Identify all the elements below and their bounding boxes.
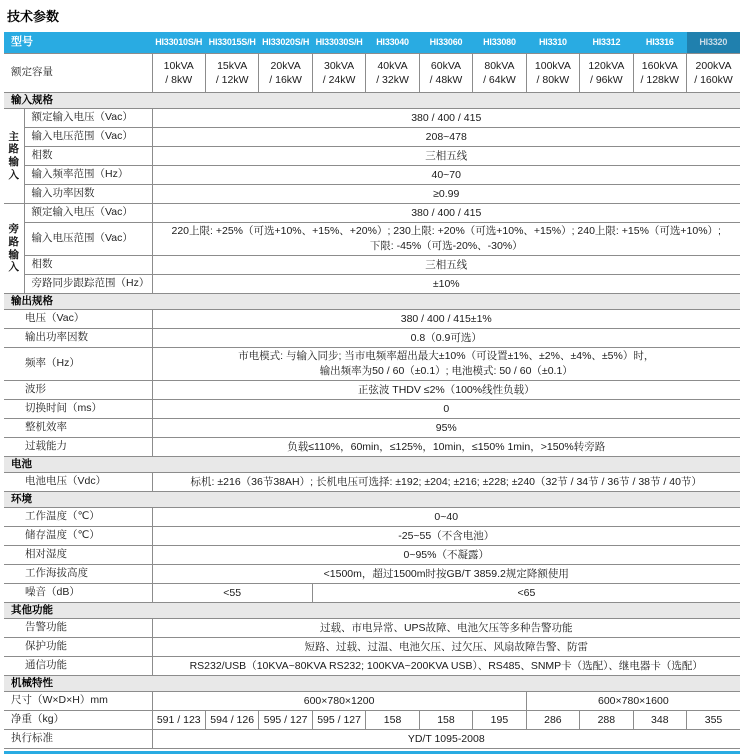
spec-row	[4, 348, 740, 381]
capacity-cell	[473, 54, 526, 93]
row-label: 输入功率因数	[24, 185, 152, 204]
spec-row	[4, 438, 740, 457]
model-header-cell: HI3312	[580, 32, 633, 54]
model-header-cell: HI33020S/H	[259, 32, 312, 54]
row-label: 电池电压（Vdc）	[4, 473, 152, 492]
value-line: 595 / 127	[263, 713, 308, 726]
spec-row	[4, 381, 740, 400]
model-header-cell: HI33015S/H	[205, 32, 258, 54]
capacity-cell	[152, 54, 205, 93]
section-header: 环境	[4, 492, 740, 508]
capacity-line: / 128kW	[640, 74, 680, 86]
row-label: 相数	[24, 256, 152, 275]
value-line: 595 / 127	[317, 713, 361, 726]
capacity-line: / 24kW	[322, 74, 356, 86]
spec-value-cell	[419, 711, 472, 730]
capacity-line: / 64kW	[483, 74, 516, 86]
value-line: 短路、过载、过温、电池欠压、过欠压、风扇故障告警、防雷	[304, 640, 588, 653]
value-line: 208~478	[425, 130, 467, 143]
spec-value-cell	[687, 711, 740, 730]
spec-value-cell	[205, 711, 258, 730]
model-header-cell: HI3310	[526, 32, 579, 54]
group-label: 旁路输入	[4, 204, 24, 294]
capacity-line: / 160kW	[694, 74, 733, 86]
spec-value-cell	[259, 711, 312, 730]
row-label: 输入电压范围（Vac）	[24, 223, 152, 256]
spec-value-cell	[152, 256, 740, 275]
value-line: 286	[544, 713, 562, 726]
row-label: 波形	[4, 381, 152, 400]
capacity-line: 30kVA	[324, 60, 355, 72]
section-header: 输出规格	[4, 294, 740, 310]
capacity-row	[4, 54, 740, 93]
spec-value-cell	[366, 711, 419, 730]
row-label: 输入频率范围（Hz）	[24, 166, 152, 185]
value-line: 0	[443, 402, 450, 415]
section-header-row	[4, 603, 740, 619]
capacity-label: 额定容量	[4, 54, 152, 93]
spec-value-cell	[152, 657, 740, 676]
spec-value-cell	[152, 223, 740, 256]
value-line: 195	[490, 713, 509, 726]
spec-value-cell	[152, 584, 312, 603]
model-header-cell: HI3316	[633, 32, 686, 54]
value-line: 市电模式: 与输入同步; 当市电频率超出最大±10%（可设置±1%、±2%、±4%、±5%）时，	[238, 350, 655, 362]
spec-value-cell	[152, 438, 740, 457]
capacity-line: 160kVA	[641, 60, 678, 72]
value-line: 158	[437, 713, 455, 726]
value-line: 正弦波 THDV ≤2%（100%线性负载）	[357, 383, 535, 396]
spec-value-cell	[152, 692, 526, 711]
spec-value-cell	[152, 619, 740, 638]
model-header-row	[4, 32, 740, 54]
spec-row	[4, 692, 740, 711]
row-label: 旁路同步跟踪范围（Hz）	[24, 275, 152, 294]
capacity-cell	[419, 54, 472, 93]
row-label: 尺寸（W×D×H）mm	[4, 692, 152, 711]
spec-row	[4, 419, 740, 438]
spec-row	[4, 185, 740, 204]
value-line: YD/T 1095-2008	[407, 732, 485, 745]
capacity-cell	[205, 54, 258, 93]
row-label: 噪音（dB）	[4, 584, 152, 603]
group-label: 主路输入	[4, 109, 24, 204]
value-line: 输出频率为50 / 60（±0.1）; 电池模式: 50 / 60（±0.1）	[319, 365, 573, 377]
spec-row	[4, 223, 740, 256]
spec-row	[4, 128, 740, 147]
spec-row	[4, 400, 740, 419]
value-line: 158	[383, 713, 402, 726]
row-label: 频率（Hz）	[4, 348, 152, 381]
row-label: 过载能力	[4, 438, 152, 457]
spec-value-cell	[152, 473, 740, 492]
spec-row	[4, 275, 740, 294]
spec-value-cell	[312, 711, 365, 730]
spec-row	[4, 565, 740, 584]
capacity-line: 200kVA	[695, 60, 732, 72]
value-line: 380 / 400 / 415±1%	[400, 312, 492, 325]
spec-value-cell	[633, 711, 686, 730]
spec-value-cell	[152, 381, 740, 400]
value-line: 95%	[435, 421, 457, 434]
spec-row	[4, 109, 740, 128]
model-header-cell: HI33030S/H	[312, 32, 365, 54]
model-header-cell: HI3320	[687, 32, 740, 54]
spec-value-cell	[152, 546, 740, 565]
section-header-row	[4, 492, 740, 508]
value-line: 348	[651, 713, 669, 726]
value-line: 负载≤110%，60min，≤125%，10min，≤150% 1min，>150%转旁路	[287, 440, 606, 453]
model-header-cell: HI33080	[473, 32, 526, 54]
spec-row	[4, 730, 740, 749]
spec-row	[4, 584, 740, 603]
spec-value-cell	[152, 527, 740, 546]
row-label: 切换时间（ms）	[4, 400, 152, 419]
spec-value-cell	[152, 185, 740, 204]
capacity-line: / 96kW	[590, 74, 623, 86]
capacity-line: 120kVA	[588, 60, 625, 72]
spec-row	[4, 147, 740, 166]
spec-value-cell	[152, 109, 740, 128]
capacity-cell	[259, 54, 312, 93]
spec-value-cell	[152, 166, 740, 185]
row-label: 净重（kg）	[4, 711, 152, 730]
value-line: 0.8（0.9可选）	[410, 331, 482, 344]
section-header: 其他功能	[4, 603, 740, 619]
spec-value-cell	[312, 584, 740, 603]
row-label: 保护功能	[4, 638, 152, 657]
spec-row	[4, 508, 740, 527]
value-line: ±10%	[432, 277, 460, 290]
row-label: 输入电压范围（Vac）	[24, 128, 152, 147]
model-header-cell: HI33040	[366, 32, 419, 54]
capacity-cell	[580, 54, 633, 93]
row-label: 执行标准	[4, 730, 152, 749]
model-header-label: 型号	[4, 32, 152, 54]
spec-value-cell	[152, 128, 740, 147]
section-header-row	[4, 294, 740, 310]
spec-value-cell	[152, 419, 740, 438]
spec-value-cell	[152, 329, 740, 348]
value-line: 过载、市电异常、UPS故障、电池欠压等多种告警功能	[319, 621, 573, 634]
value-line: 0~40	[434, 510, 459, 523]
capacity-line: / 48kW	[429, 74, 463, 86]
section-header: 机械特性	[4, 676, 740, 692]
row-label: 储存温度（℃）	[4, 527, 152, 546]
section-header-row	[4, 676, 740, 692]
capacity-line: / 80kW	[536, 74, 570, 86]
capacity-line: 80kVA	[484, 60, 515, 72]
spec-row	[4, 527, 740, 546]
spec-row	[4, 657, 740, 676]
capacity-line: 40kVA	[377, 60, 408, 72]
value-line: 220上限: +25%（可选+10%、+15%、+20%）; 230上限: +20%（可选+10%、+15%）; 240上限: +15%（可选+10%）;	[171, 225, 721, 237]
spec-value-cell	[473, 711, 526, 730]
capacity-cell	[366, 54, 419, 93]
spec-value-cell	[152, 730, 740, 749]
spec-value-cell	[152, 204, 740, 223]
spec-row	[4, 546, 740, 565]
capacity-line: / 16kW	[269, 74, 302, 86]
value-line: 380 / 400 / 415	[411, 111, 482, 124]
spec-row	[4, 638, 740, 657]
capacity-cell	[687, 54, 740, 93]
row-label: 工作海拔高度	[4, 565, 152, 584]
row-label: 整机效率	[4, 419, 152, 438]
capacity-line: 60kVA	[430, 60, 462, 72]
capacity-line: / 32kW	[376, 74, 409, 86]
spec-value-cell	[152, 638, 740, 657]
row-label: 输出功率因数	[4, 329, 152, 348]
spec-value-cell	[152, 275, 740, 294]
spec-value-cell	[152, 565, 740, 584]
model-header-cell: HI33010S/H	[152, 32, 205, 54]
row-label: 相数	[24, 147, 152, 166]
value-line: <65	[517, 586, 536, 599]
row-label: 电压（Vac）	[4, 310, 152, 329]
spec-value-cell	[152, 400, 740, 419]
capacity-line: / 12kW	[215, 74, 249, 86]
value-line: 标机: ±216（36节38AH）; 长机电压可选择: ±192; ±204; ±216; ±228; ±240（32节 / 34节 / 36节 / 38节 / 40节）	[190, 475, 702, 488]
value-line: 40~70	[431, 168, 461, 181]
value-line: 380 / 400 / 415	[411, 206, 482, 219]
value-line: 591 / 123	[156, 713, 201, 726]
capacity-cell	[312, 54, 365, 93]
spec-value-cell	[152, 711, 205, 730]
spec-row	[4, 711, 740, 730]
spec-value-cell	[526, 692, 740, 711]
spec-row	[4, 256, 740, 275]
value-line: ≥0.99	[433, 187, 460, 200]
model-header-cell: HI33060	[419, 32, 472, 54]
value-line: RS232/USB（10KVA~80KVA RS232; 100KVA~200KVA USB）、RS485、SNMP卡（选配）、继电器卡（选配）	[189, 659, 703, 672]
spec-value-cell	[152, 348, 740, 381]
capacity-line: 10kVA	[163, 60, 194, 72]
capacity-cell	[633, 54, 686, 93]
section-header: 电池	[4, 457, 740, 473]
value-line: 355	[704, 713, 723, 726]
value-line: 三相五线	[425, 258, 468, 271]
spec-value-cell	[526, 711, 579, 730]
spec-row	[4, 166, 740, 185]
spec-row	[4, 310, 740, 329]
capacity-cell	[526, 54, 579, 93]
spec-row	[4, 473, 740, 492]
row-label: 额定输入电压（Vac）	[24, 109, 152, 128]
value-line: 594 / 126	[210, 713, 255, 726]
row-label: 通信功能	[4, 657, 152, 676]
spec-value-cell	[152, 147, 740, 166]
spec-value-cell	[580, 711, 633, 730]
section-header-row	[4, 457, 740, 473]
row-label: 相对湿度	[4, 546, 152, 565]
value-line: 下限: -45%（可选-20%、-30%）	[369, 240, 523, 252]
section-header-row	[4, 93, 740, 109]
spec-row	[4, 204, 740, 223]
value-line: 288	[597, 713, 616, 726]
value-line: 三相五线	[425, 149, 468, 162]
page-title: 技术参数	[7, 9, 60, 24]
spec-value-cell	[152, 508, 740, 527]
spec-row	[4, 329, 740, 348]
value-line: -25~55（不含电池）	[398, 529, 495, 542]
value-line: 600×780×1200	[303, 694, 375, 707]
value-line: <1500m，超过1500m时按GB/T 3859.2规定降额使用	[323, 567, 569, 580]
section-header: 输入规格	[4, 93, 740, 109]
value-line: 0~95%（不凝露）	[403, 548, 489, 561]
value-line: <55	[223, 586, 242, 599]
capacity-line: 15kVA	[217, 60, 248, 72]
row-label: 告警功能	[4, 619, 152, 638]
row-label: 额定输入电压（Vac）	[24, 204, 152, 223]
spec-table	[4, 32, 740, 749]
value-line: 600×780×1600	[598, 694, 669, 707]
row-label: 工作温度（℃）	[4, 508, 152, 527]
capacity-line: / 8kW	[165, 74, 193, 86]
capacity-line: 100kVA	[534, 60, 571, 72]
spec-row	[4, 619, 740, 638]
spec-value-cell	[152, 310, 740, 329]
capacity-line: 20kVA	[270, 60, 301, 72]
